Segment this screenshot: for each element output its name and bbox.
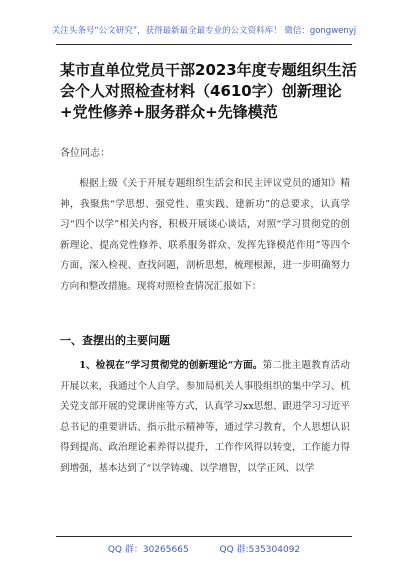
qq-group-2: QQ 群:535304092 xyxy=(219,545,301,555)
item-1-lead: 1、检视在”学习贯彻党的创新理论“方面。 xyxy=(79,360,263,371)
footer xyxy=(0,542,408,555)
intro-paragraph: 根据上级《关于开展专题组织生活会和民主评议党员的通知》精神，我聚焦“学思想、强党性、重实践、建新功”的总要求，认真学习“四个以学”相关内容，积极开展谈心谈话，对照“学习贯彻党的创新理论、提高党性修养、联系服务群众、发挥先锋模范作用”等四个方面，深入检视、查找问题，剖析思想，梳理根源，进一步明确努力方向和整改措施。现将对照检查情况汇报如下： xyxy=(60,178,350,292)
document-title: 某市直单位党员干部2023年度专题组织生活会个人对照检查材料（4610字）创新理论+党性修养+服务群众+先锋模范 xyxy=(60,61,357,121)
header-divider xyxy=(56,44,352,45)
salutation: 各位同志： xyxy=(60,148,110,159)
header-banner: 关注头条号“公文研究”，获得最新最全最专业的公文资料库！ 微信：gongwenyj xyxy=(51,26,357,36)
section-heading: 一、查摆出的主要问题 xyxy=(60,334,170,347)
footer-divider xyxy=(56,536,352,537)
qq-group-1: QQ 群：30265665 xyxy=(107,545,189,555)
item-1-body: 第二批主题教育活动开展以来，我通过个人自学、参加局机关人事股组织的集中学习、机关党支部开展的党课讲座等方式，认真学习xx思想、跟进学习习近平总书记的重要讲话、指示批示精神等，通过学习教育，个人思想认识得到提高、政治理论素养得以提升，工作作风得以转变，工作能力得到增强，基本达到了“以学铸魂、以学增智，以学正风、以学 xyxy=(60,360,350,474)
item-1-paragraph xyxy=(60,356,350,479)
